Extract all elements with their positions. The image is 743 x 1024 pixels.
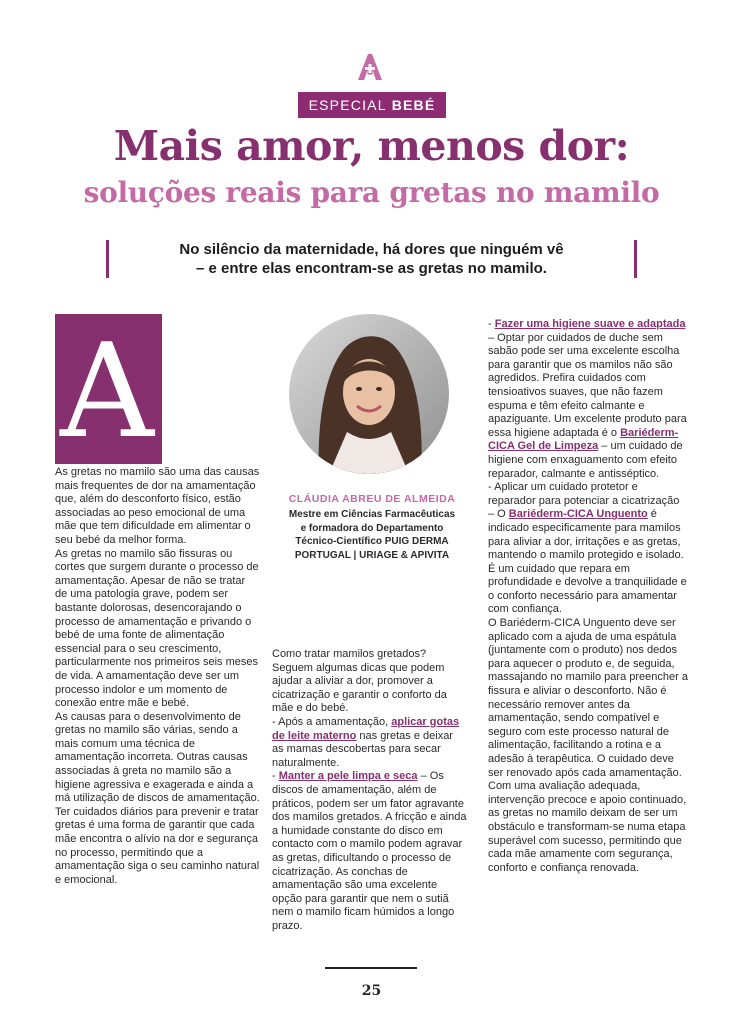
col2-p2-text: - Após a amamentação, bbox=[272, 715, 392, 728]
article-column-3 bbox=[488, 318, 688, 875]
col3-p2-text-end: é indicado especificamente para mamilos para aliviar a dor, irritações e as gretas, mantendo o mamilo protegido e isolado. É um cuidado que repara em profundidade e devolve a tranquilidade e o conforto necessário para amamentar com confiança. bbox=[488, 508, 687, 616]
section-label: ESPECIAL bbox=[308, 97, 387, 113]
author-credit bbox=[272, 493, 472, 562]
dropcap-letter: A bbox=[60, 315, 154, 467]
col1-paragraph-3: As causas para o desenvolvimento de gretas no mamilo são várias, sendo a mais comum uma técnica de amamentação incorreta. Outras causas associadas à greta no mamilo são a higiene agressiva e exagerada e ainda a má utilização de discos de amamentação. bbox=[55, 710, 260, 805]
col2-paragraph-3 bbox=[272, 770, 467, 933]
lead-line-2: – e entre elas encontram-se as gretas no mamilo. bbox=[196, 260, 547, 277]
col2-p3-text: - bbox=[272, 770, 279, 783]
page-number-rule bbox=[325, 967, 417, 969]
author-role-line-2: e formadora do Departamento bbox=[300, 522, 444, 534]
article-title: Mais amor, menos dor: bbox=[113, 122, 630, 170]
col3-p1-product-highlight: Bariéderm-CICA Gel de Limpeza bbox=[488, 426, 679, 453]
page-number: 25 bbox=[361, 983, 382, 999]
col3-paragraph-1 bbox=[488, 318, 688, 481]
col3-p1-highlight: Fazer uma higiene suave e adaptada bbox=[494, 318, 686, 330]
col3-paragraph-4: Com uma avaliação adequada, intervenção precoce e apoio continuado, as gretas no mamilo deixam de ser um obstáculo e transformam-se numa etapa superável com sucesso, permitindo que cada mãe amamente com segurança, conforto e confiança renovada. bbox=[488, 780, 687, 874]
col3-paragraph-3: O Bariéderm-CICA Unguento deve ser aplicado com a ajuda de uma espátula (juntamente com o produto) nos dedos para aquecer o produto e, de seguida, massajando no mamilo para preencher a fissura e aliviar o desconforto. Não é necessário remover antes da amamentação, sendo compatível e seguro com este processo natural de alimentação, facilitando a rotina e a adesão à terapêutica. O cuidado deve ser renovado após cada amamentação. bbox=[488, 617, 688, 779]
lead-line-1: No silêncio da maternidade, há dores que ninguém vê bbox=[179, 241, 564, 258]
lead-left-bar bbox=[106, 240, 109, 278]
col3-paragraph-2 bbox=[488, 481, 688, 617]
author-role-line-1: Mestre em Ciências Farmacêuticas bbox=[288, 509, 456, 520]
section-tag bbox=[298, 92, 446, 118]
article-subtitle: soluções reais para gretas no mamilo bbox=[83, 176, 660, 209]
col2-p3-highlight: Manter a pele limpa e seca bbox=[278, 770, 418, 783]
col2-p2-highlight: aplicar gotas de leite materno bbox=[272, 715, 460, 742]
col3-p2-product-highlight: Bariéderm-CICA Unguento bbox=[508, 508, 648, 521]
author-role-line-4: PORTUGAL | URIAGE & APIVITA bbox=[294, 549, 450, 561]
pharmacy-a-cross-icon bbox=[355, 52, 385, 82]
col2-paragraph-1: Como tratar mamilos gretados? Seguem algumas dicas que podem ajudar a aliviar a dor, promover a cicatrização e garantir o conforto da mãe e do bebé. bbox=[272, 648, 447, 715]
author-portrait bbox=[289, 314, 449, 474]
article-column-2 bbox=[272, 648, 467, 933]
author-role bbox=[272, 508, 472, 562]
col3-p2-text: - Aplicar um cuidado protetor e reparador para potenciar a cicatrização – O bbox=[488, 481, 680, 521]
col2-paragraph-2 bbox=[272, 716, 467, 770]
author-name: CLÁUDIA ABREU DE ALMEIDA bbox=[288, 493, 456, 505]
article-column-1 bbox=[55, 466, 260, 887]
col1-paragraph-4: Ter cuidados diários para prevenir e tratar gretas é uma forma de garantir que cada mãe encontra o alívio na dor e segurança no processo, permitindo que a amamentação siga o seu caminho natural e emocional. bbox=[55, 805, 260, 886]
section-label-bold: BEBÉ bbox=[391, 97, 436, 113]
article-lead bbox=[120, 240, 623, 278]
col1-paragraph-2: As gretas no mamilo são fissuras ou cortes que surgem durante o processo de amamentação. Apesar de não se tratar de uma patologia grave, podem ser bastante dolorosas, desencorajando o processo de amamentação e privando o bebé de uma fonte de alimentação essencial para o seu crescimento, particularmente nos primeiros seis meses de vida. A amamentação deve ser um processo indolor e um momento de conexão entre mãe e bebé. bbox=[55, 547, 259, 710]
col2-p3-text-end: – Os discos de amamentação, além de práticos, podem ser um fator agravante dos mamilos gretados. A fricção e ainda a humidade constante do disco em contacto com o mamilo podem agravar as gretas, dificultando o processo de cicatrização. As conchas de amamentação são uma excelente opção para garantir que nem o sutiã nem o mamilo ficam húmidos a longo prazo. bbox=[272, 770, 467, 932]
col3-p1-text-mid: – Optar por cuidados de duche sem sabão pode ser uma excelente escolha para garantir que os mamilos não são agredidos. Prefira cuidados com tensioativos suaves, que não fazem espuma e têm efeito calmante e apaziguante. Um excelente produto para essa higiene adaptada é o bbox=[488, 331, 687, 439]
author-role-line-3: Técnico-Científico PUIG DERMA bbox=[295, 536, 449, 547]
col2-p2-text-end: nas gretas e deixar as mamas descobertas para secar naturalmente. bbox=[272, 729, 453, 769]
col3-p1-text-end: – um cuidado de higiene com enxaguamento com efeito reparador, calmante e antisséptico. bbox=[488, 440, 683, 480]
col1-paragraph-1: As gretas no mamilo são uma das causas mais frequentes de dor na amamentação que, além do desconforto físico, estão associadas ao peso emocional de uma mãe que tem dificuldade em alimentar o seu bebé da melhor forma. bbox=[55, 466, 260, 546]
col3-p1-text: - bbox=[488, 318, 495, 330]
lead-right-bar bbox=[634, 240, 637, 278]
